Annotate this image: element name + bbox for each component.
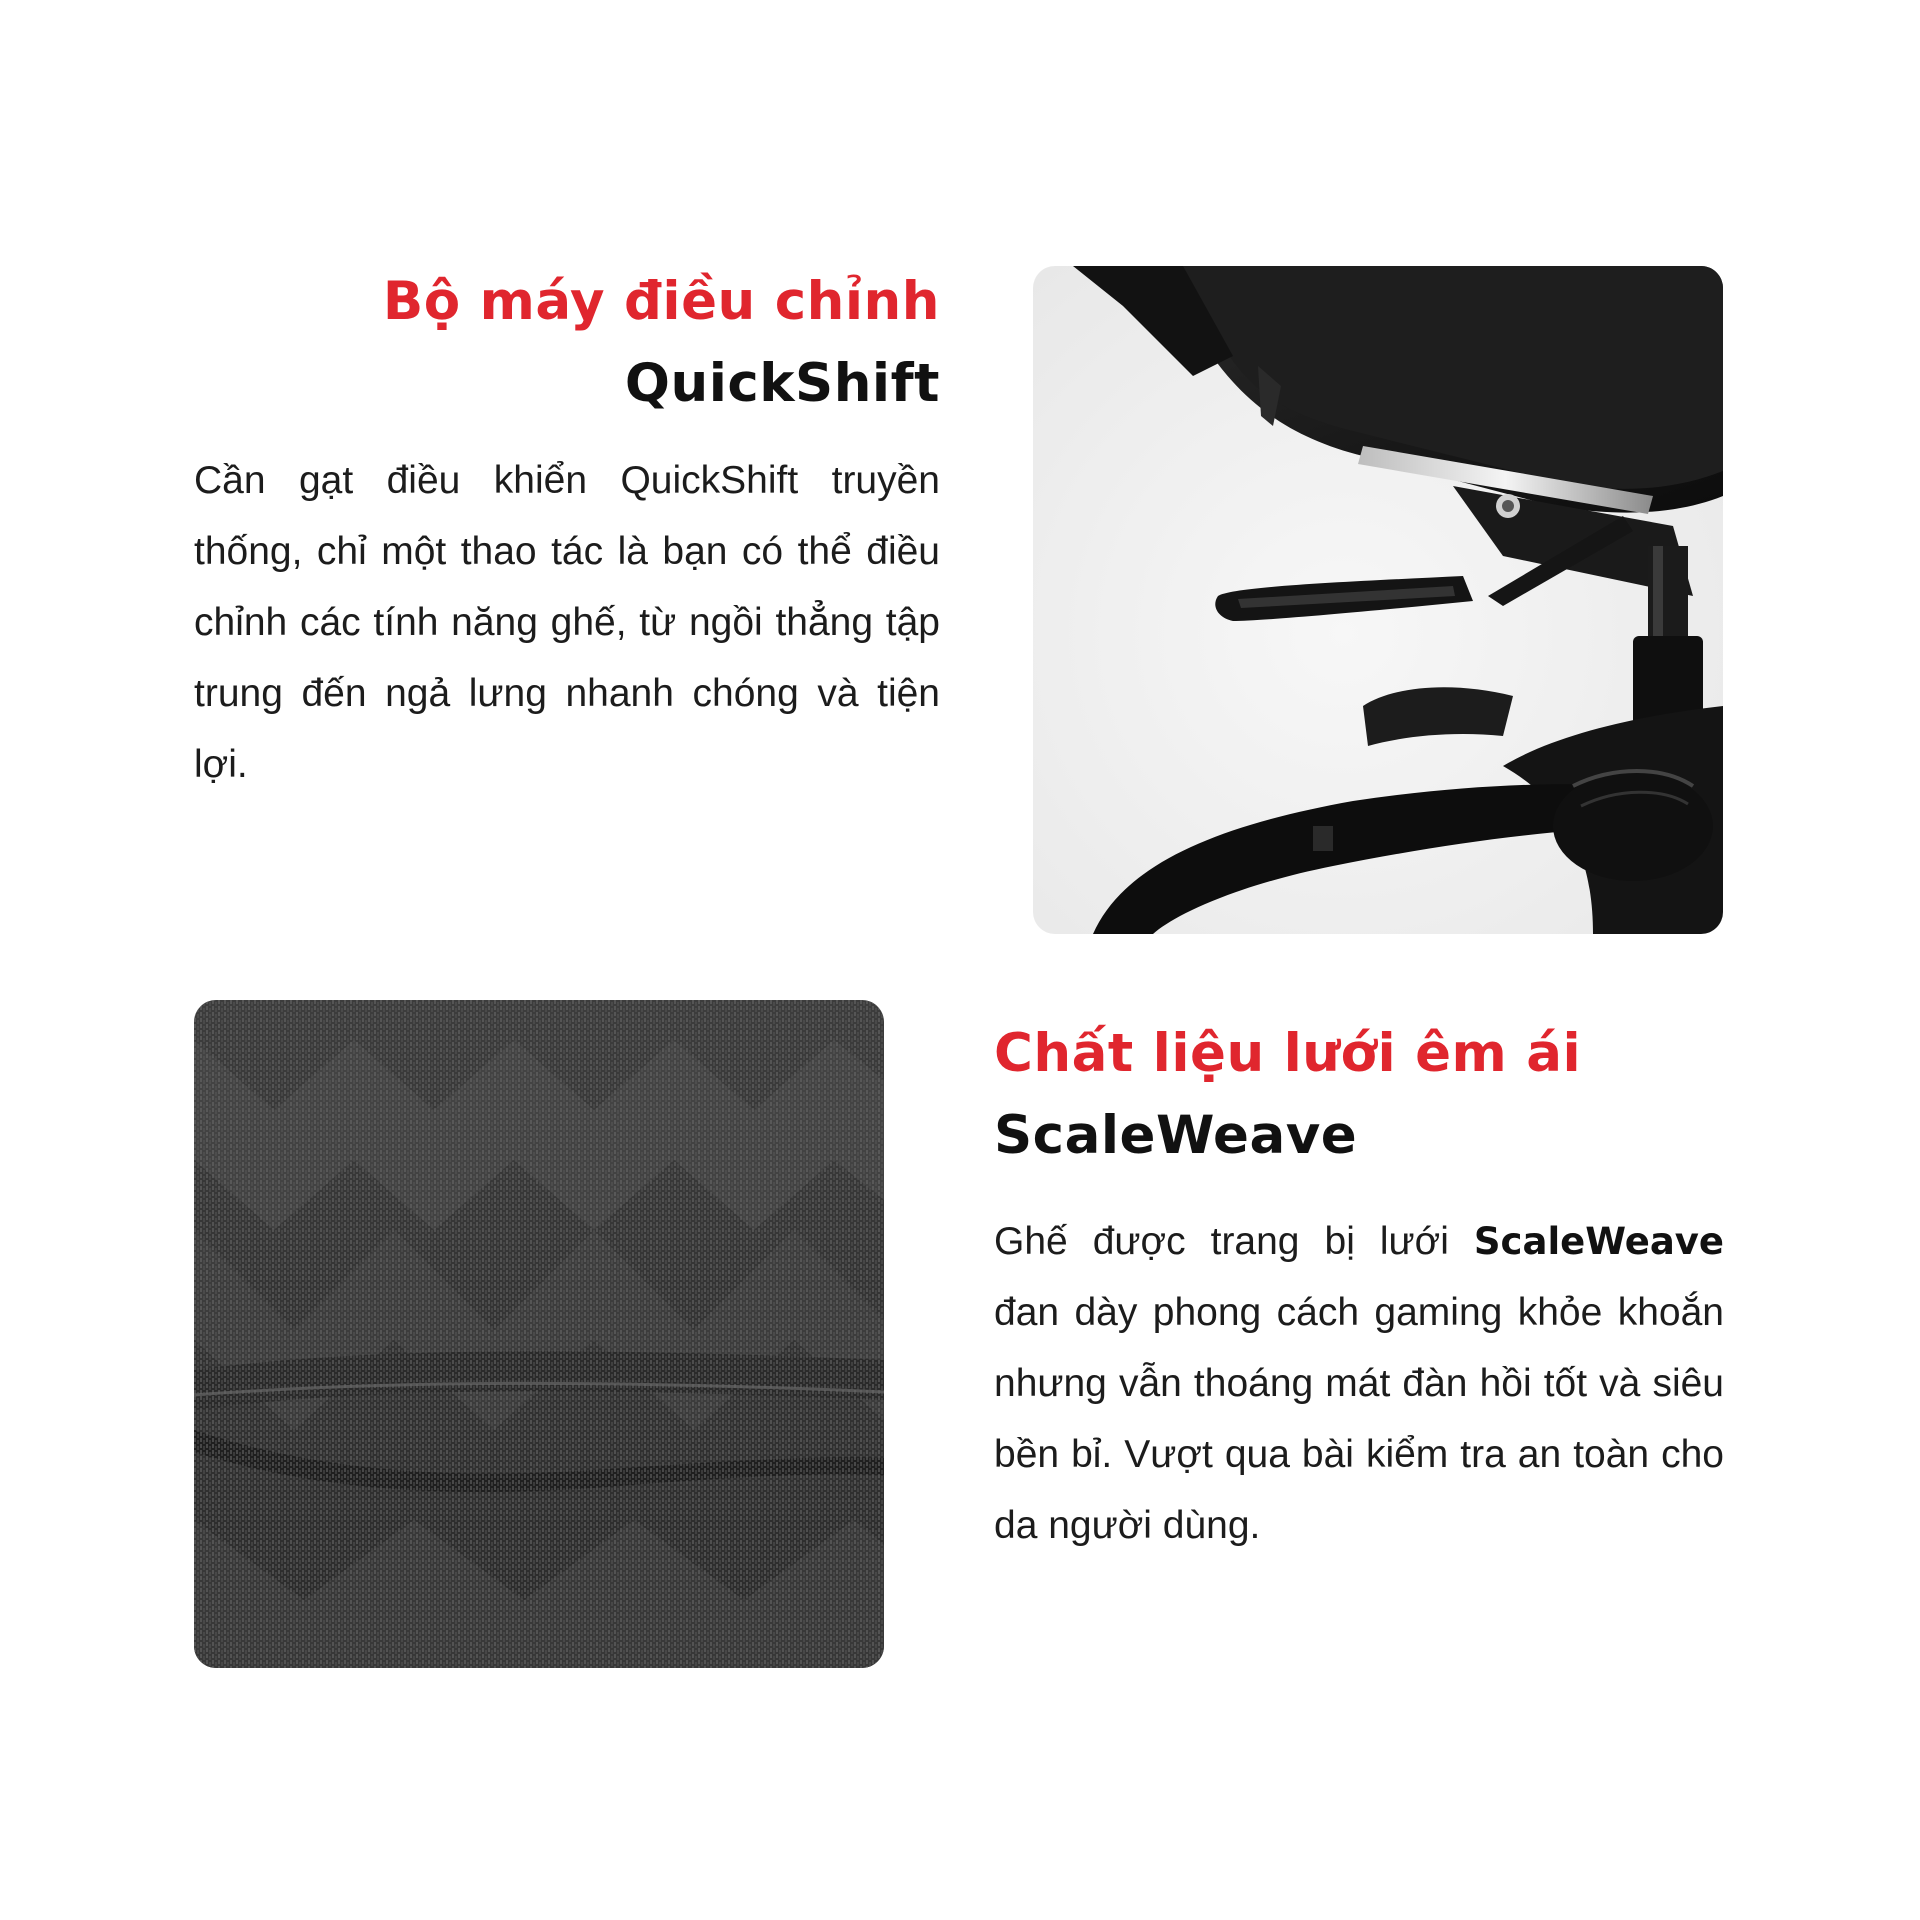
- chair-mechanism-photo: [1033, 266, 1723, 934]
- scaleweave-title-red: Chất liệu lưới êm ái: [994, 1023, 1582, 1084]
- mesh-texture-photo: [194, 1000, 884, 1668]
- scaleweave-description: [994, 1206, 1724, 1561]
- scaleweave-title-black: ScaleWeave: [994, 1105, 1358, 1166]
- scaleweave-brand-bold: ScaleWeave: [1473, 1220, 1724, 1263]
- quickshift-title-black: QuickShift: [624, 353, 940, 414]
- scaleweave-description-end: đan dày phong cách gaming khỏe khoắn nhưng vẫn thoáng mát đàn hồi tốt và siêu bền bỉ. Vượt qua bài kiểm tra an toàn cho da người dùng.: [994, 1291, 1724, 1547]
- quickshift-title-red: Bộ máy điều chỉnh: [382, 271, 940, 332]
- scaleweave-description-start: Ghế được trang bị lưới: [994, 1220, 1474, 1263]
- quickshift-description: Cần gạt điều khiển QuickShift truyền thống, chỉ một thao tác là bạn có thể điều chỉnh các tính năng ghế, từ ngồi thẳng tập trung đến ngả lưng nhanh chóng và tiện lợi.: [194, 459, 940, 786]
